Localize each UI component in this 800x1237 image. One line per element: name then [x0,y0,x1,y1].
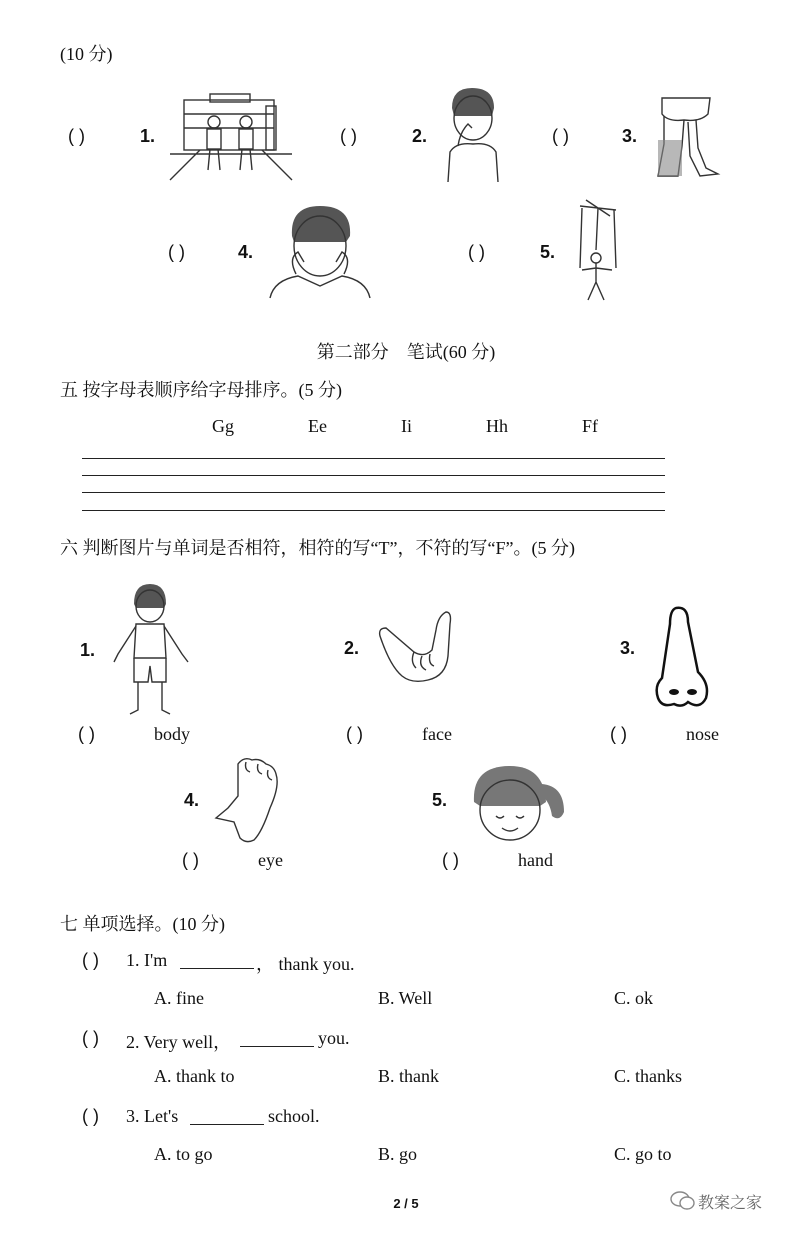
answer-paren-2[interactable]: ( ) [340,126,357,146]
answer-paren-5[interactable]: ( ) [468,242,485,262]
answer-paren-6-5[interactable]: ( ) [442,850,459,870]
option-a[interactable]: A. fine [154,988,204,1008]
wechat-logo-icon [670,1190,696,1212]
answer-paren-1[interactable]: ( ) [68,126,85,146]
word-eye: eye [258,850,283,870]
word-hand: hand [518,850,553,870]
leg-icon [654,96,720,178]
option-c[interactable]: C. ok [614,988,654,1008]
section-seven-title: 七 单项选择。(10 分) [60,914,225,934]
item-number-2: 2. [344,638,360,658]
answer-paren-3[interactable]: ( ) [552,126,569,146]
question-tail: ， thank you. [256,954,355,974]
item-number-3: 3. [620,638,636,658]
option-b[interactable]: B. go [378,1144,418,1164]
item-number-5: 5. [540,242,556,262]
section-score: (10 分) [60,44,113,64]
option-b[interactable]: B. thank [378,1066,439,1086]
answer-paren-7-2[interactable]: ( ) [82,1028,99,1048]
answer-paren-7-3[interactable]: ( ) [82,1106,99,1126]
page-number: 2 / 5 [393,1196,419,1211]
foot-icon [214,756,282,844]
answer-blank[interactable] [190,1124,264,1125]
letter-ff: Ff [582,416,599,436]
girl-face-icon [466,762,568,846]
question-tail: you. [318,1028,350,1048]
question-stem: 2. Very well， [126,1032,232,1052]
option-a[interactable]: A. to go [154,1144,213,1164]
item-number-4: 4. [238,242,254,262]
letter-hh: Hh [486,416,508,436]
section-six-title: 六 判断图片与单词是否相符，相符的写“T”，不符的写“F”。(5 分) [60,538,575,558]
nose-icon [654,606,710,710]
hand-icon [376,610,458,684]
answer-paren-7-1[interactable]: ( ) [82,950,99,970]
word-face: face [422,724,452,744]
answer-blank[interactable] [240,1046,314,1047]
item-number-1: 1. [140,126,156,146]
question-stem: 1. I'm [126,950,168,970]
answer-paren-6-3[interactable]: ( ) [610,724,627,744]
word-body: body [154,724,190,744]
answer-blank[interactable] [180,968,254,969]
man-touching-face-icon [268,202,372,298]
section-five-title: 五 按字母表顺序给字母排序。(5 分) [60,380,342,400]
watermark-text: 教案之家 [698,1195,763,1212]
boy-touching-nose-icon [442,86,504,184]
question-tail: school. [268,1106,320,1126]
part-two-title: 第二部分 笔试(60 分) [316,342,496,362]
option-a[interactable]: A. thank to [154,1066,235,1086]
letter-gg: Gg [212,416,234,436]
answer-paren-6-1[interactable]: ( ) [78,724,95,744]
item-number-4: 4. [184,790,200,810]
writing-line[interactable] [82,492,665,493]
answer-paren-6-4[interactable]: ( ) [182,850,199,870]
writing-line[interactable] [82,510,665,511]
writing-line[interactable] [82,458,665,459]
answer-paren-4[interactable]: ( ) [168,242,185,262]
option-c[interactable]: C. thanks [614,1066,683,1086]
option-c[interactable]: C. go to [614,1144,672,1164]
writing-line[interactable] [82,475,665,476]
word-nose: nose [686,724,719,744]
answer-paren-6-2[interactable]: ( ) [346,724,363,744]
item-number-5: 5. [432,790,448,810]
item-number-3: 3. [622,126,638,146]
boy-body-icon [108,582,192,718]
item-number-2: 2. [412,126,428,146]
question-stem: 3. Let's [126,1106,179,1126]
letter-ee: Ee [308,416,327,436]
school-children-icon [170,92,292,182]
option-b[interactable]: B. Well [378,988,433,1008]
puppet-icon [572,198,624,304]
letter-ii: Ii [401,416,412,436]
item-number-1: 1. [80,640,96,660]
